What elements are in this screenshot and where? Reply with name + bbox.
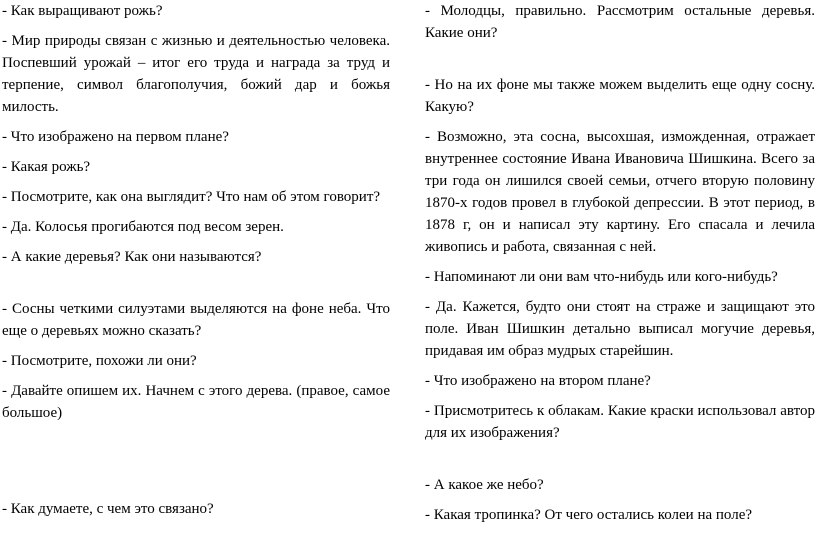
left-column [2, 0, 390, 528]
paragraph: - Но на их фоне мы также можем выделить еще одну сосну. Какую? [425, 77, 815, 115]
paragraph: - А какое же небо? [425, 477, 544, 493]
paragraph: - Что изображено на первом плане? [2, 129, 229, 145]
paragraph: - А какие деревья? Как они называются? [2, 249, 262, 265]
paragraph: - Как выращивают рожь? [2, 3, 163, 19]
paragraph: - Как думаете, с чем это связано? [2, 501, 214, 517]
paragraph: - Возможно, эта сосна, высохшая, изможденная, отражает внутреннее состояние Ивана Ивановича Шишкина. Всего за три года он лишился своей семьи, отчего вторую половину 1870-х годов провел в глубокой депрессии. В этот период, в 1878 г, он и написал эту картину. Его спасала и лечила живопись и работа, связанная с ней. [425, 129, 815, 255]
paragraph: - Какая тропинка? От чего остались колеи на поле? [425, 507, 753, 523]
right-column [425, 0, 815, 534]
paragraph: - Мир природы связан с жизнью и деятельностью человека. Поспевший урожай – итог его труда и награда за труд и терпение, символ благополучия, божий дар и божья милость. [2, 33, 390, 115]
paragraph: - Присмотритесь к облакам. Какие краски использовал автор для их изображения? [425, 403, 815, 441]
paragraph: - Сосны четкими силуэтами выделяются на фоне неба. Что еще о деревьях можно сказать? [2, 301, 390, 339]
paragraph: - Да. Колосья прогибаются под весом зерен. [2, 219, 284, 235]
paragraph: - Давайте опишем их. Начнем с этого дерева. (правое, самое большое) [2, 383, 390, 421]
paragraph: - Посмотрите, как она выглядит? Что нам об этом говорит? [2, 189, 381, 205]
paragraph: - Что изображено на втором плане? [425, 373, 651, 389]
paragraph: - Посмотрите, похожи ли они? [2, 353, 197, 369]
paragraph: - Да. Кажется, будто они стоят на страже и защищают это поле. Иван Шишкин детально выписал могучие деревья, придавая им образ мудрых старейшин. [425, 299, 815, 359]
paragraph: - Напоминают ли они вам что-нибудь или кого-нибудь? [425, 269, 778, 285]
paragraph: - Молодцы, правильно. Рассмотрим остальные деревья. Какие они? [425, 3, 815, 41]
paragraph: - Какая рожь? [2, 159, 91, 175]
